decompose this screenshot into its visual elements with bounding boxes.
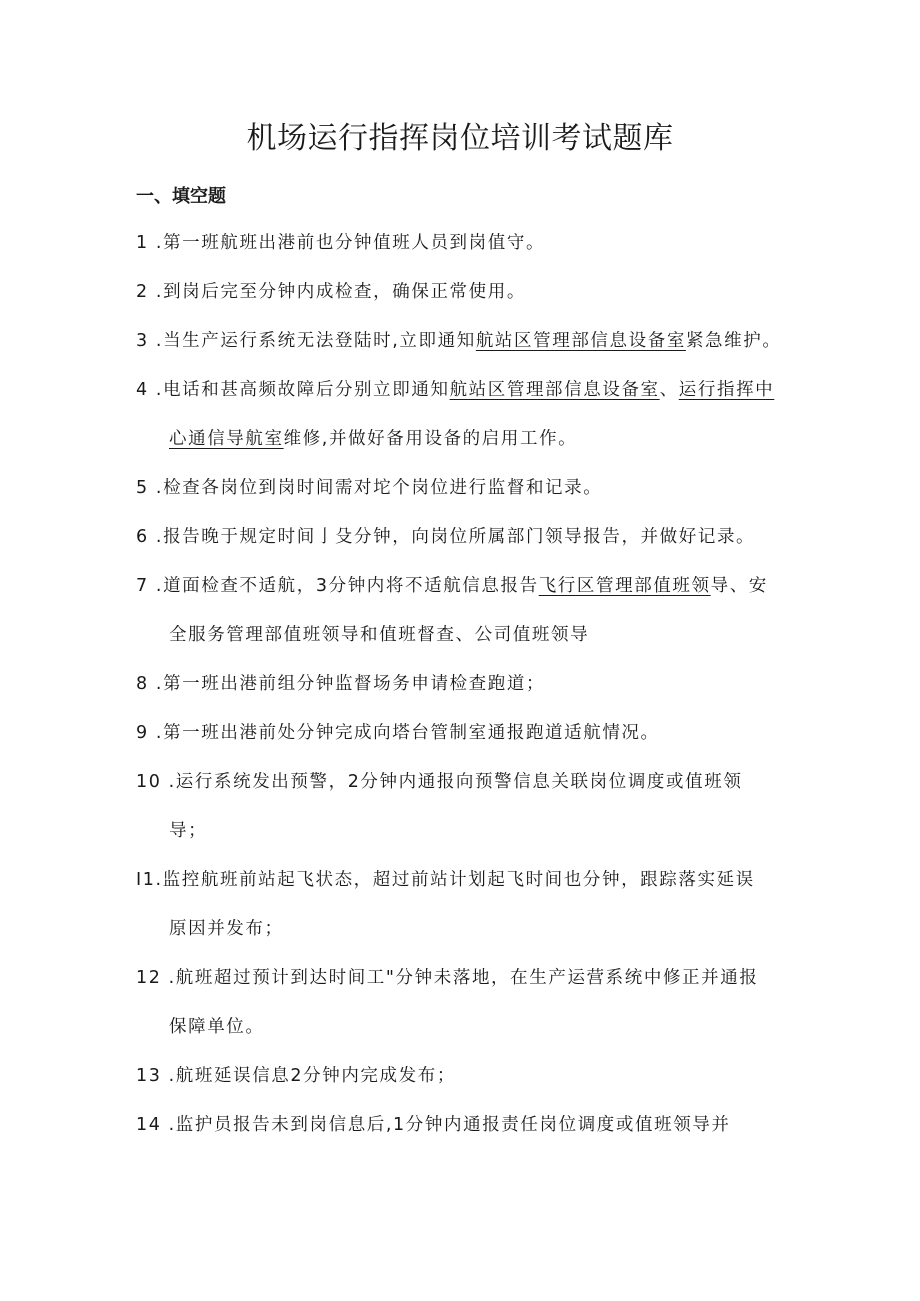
question-item (136, 1101, 836, 1150)
question-number: 10 (136, 772, 162, 792)
question-item (136, 758, 836, 856)
question-item (136, 660, 836, 709)
question-continuation: 导； (169, 821, 208, 841)
question-separator: . (148, 674, 164, 694)
underlined-answer: 运行指挥中 (678, 380, 775, 400)
question-text-tail: 导、安 (710, 576, 768, 596)
question-item (136, 317, 856, 366)
underlined-answer: 飞行区管理部值班领 (538, 576, 711, 596)
question-separator: . (161, 968, 176, 988)
question-text: 检查各岗位到岗时间需对坨个岗位进行监督和记录。 (163, 478, 603, 498)
question-item (136, 464, 836, 513)
question-text-tail: 紧急维护。 (685, 331, 782, 351)
question-separator: . (148, 576, 164, 596)
document-title: 机场运行指挥岗位培训考试题库 (246, 121, 674, 156)
question-separator: . (148, 233, 164, 253)
question-text: 监护员报告未到岗信息后,1分钟内通报责任岗位调度或值班领导并 (175, 1115, 731, 1135)
question-separator: . (155, 870, 163, 890)
question-separator: . (148, 527, 164, 547)
question-separator: . (148, 478, 164, 498)
question-number: 7 (136, 576, 149, 596)
question-text: 第一班出港前组分钟监督场务申请检查跑道； (163, 674, 546, 694)
underlined-answer: 航站区管理部信息设备室 (449, 380, 660, 400)
question-number: 5 (136, 478, 149, 498)
question-text: 运行系统发出预警，2分钟内通报向预警信息关联岗位调度或值班领 (175, 772, 743, 792)
question-number: 6 (136, 527, 149, 547)
question-number: 4 (136, 380, 149, 400)
question-text-mid: 、 (659, 380, 679, 400)
question-item (136, 856, 836, 954)
question-item (136, 268, 836, 317)
question-item (136, 1052, 836, 1101)
question-number: 9 (136, 723, 149, 743)
question-separator: . (161, 1066, 176, 1086)
question-text: 到岗后完至分钟内成检查，确保正常使用。 (163, 282, 526, 302)
question-text: 监控航班前站起飞状态，超过前站计划起飞时间也分钟，跟踪落实延误 (162, 870, 755, 890)
question-separator: . (148, 380, 164, 400)
underlined-answer: 心通信导航室 (169, 429, 284, 449)
question-number: 1 (136, 233, 149, 253)
question-text: 电话和甚高频故障后分别立即通知 (163, 380, 450, 400)
question-number: I1 (136, 870, 156, 890)
question-separator: . (161, 1115, 176, 1135)
question-item (136, 709, 836, 758)
question-text: 第一班出港前处分钟完成向塔台管制室通报跑道适航情况。 (163, 723, 660, 743)
question-continuation: 保障单位。 (169, 1017, 265, 1037)
question-continuation: 全服务管理部值班领导和值班督查、公司值班领导 (169, 625, 590, 645)
question-separator: . (148, 282, 164, 302)
question-separator: . (148, 723, 164, 743)
underlined-answer: 航站区管理部信息设备室 (475, 331, 686, 351)
question-number: 12 (136, 968, 162, 988)
question-item (136, 513, 836, 562)
question-item (136, 219, 836, 268)
question-continuation: 原因并发布； (169, 919, 284, 939)
question-separator: . (148, 331, 164, 351)
question-number: 14 (136, 1115, 162, 1135)
question-text: 报告晚于规定时间亅殳分钟，向岗位所属部门领导报告，并做好记录。 (163, 527, 756, 547)
section-heading-fill-blank: 一、填空题 (136, 186, 226, 207)
question-item (136, 954, 836, 1052)
question-item (136, 366, 836, 464)
question-separator: . (161, 772, 176, 792)
question-number: 8 (136, 674, 149, 694)
question-text-tail: 维修,并做好备用设备的启用工作。 (283, 429, 578, 449)
question-number: 3 (136, 331, 149, 351)
question-text: 第一班航班出港前也分钟值班人员到岗值守。 (163, 233, 546, 253)
question-text: 道面检查不适航，3分钟内将不适航信息报告 (163, 576, 539, 596)
question-number: 2 (136, 282, 149, 302)
question-text: 当生产运行系统无法登陆时,立即通知 (163, 331, 476, 351)
question-text: 航班超过预计到达时间工"分钟未落地，在生产运营系统中修正并通报 (175, 968, 759, 988)
question-number: 13 (136, 1066, 162, 1086)
question-text: 航班延误信息2分钟内完成发布； (175, 1066, 456, 1086)
question-continuation (136, 415, 836, 464)
question-item (136, 562, 836, 660)
